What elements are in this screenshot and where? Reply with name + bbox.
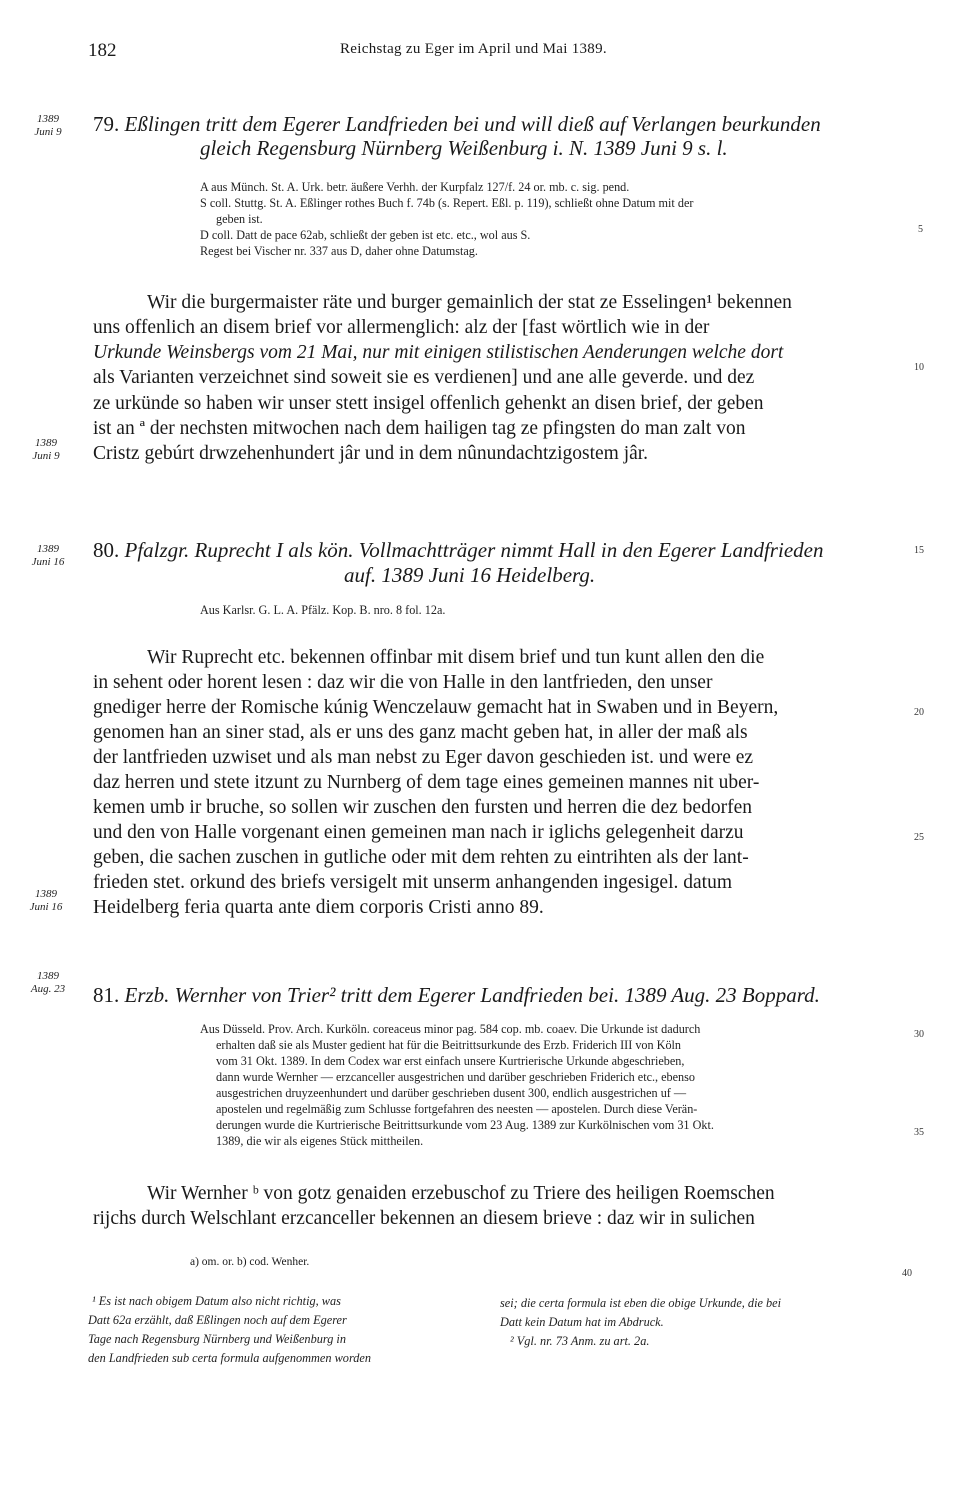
critical-notes: a) om. or. b) cod. Wenher.	[190, 1256, 310, 1268]
entry-79-title-line2: gleich Regensburg Nürnberg Weißenburg i. N. 1389 Juni 9 s. l.	[200, 136, 728, 160]
text-line: als Varianten verzeichnet sind soweit sie es verdienen] und ane alle geverde. und dez	[93, 367, 755, 388]
margin-date-80-end	[26, 888, 66, 914]
text-line: daz herren und stete itzunt zu Nurnberg of dem tage eines gemeinen mannes nit uber-	[93, 772, 760, 793]
entry-number: 79.	[93, 112, 120, 136]
margin-date-year: 1389	[35, 888, 57, 900]
entry-80-title-line2: auf. 1389 Juni 16 Heidelberg.	[344, 563, 596, 587]
entry-number: 80.	[93, 538, 120, 562]
source-line: erhalten daß sie als Muster gedient hat für die Beitrittsurkunde des Erzb. Friderich III von Köln	[216, 1038, 682, 1052]
text-line: und den von Halle vorgenant einen gemeinen man nach ir iglichs gelegenheit darzu	[93, 822, 744, 843]
margin-date-day: Juni 16	[31, 556, 65, 568]
entry-title-line1: Pfalzgr. Ruprecht I als kön. Vollmachtträger nimmt Hall in den Egerer Landfrieden	[124, 538, 824, 562]
entry-title-line1: Eßlingen tritt dem Egerer Landfrieden bei und will dieß auf Verlangen beurkunden	[124, 112, 821, 136]
entry-title: Erzb. Wernher von Trier² tritt dem Egerer Landfrieden bei. 1389 Aug. 23 Boppard.	[124, 983, 820, 1007]
text-line: kemen umb ir bruche, so sollen wir zuschen den fursten und herren die dez bedorfen	[93, 797, 752, 818]
source-line: Regest bei Vischer nr. 337 aus D, daher ohne Datumstag.	[200, 244, 478, 258]
text-line: der lantfrieden uzwiset und als man nebst zu Eger davon geschieden ist. und were ez	[93, 747, 754, 768]
source-line: ausgestrichen druyzeenhundert und darüber geschrieben dusent 300, endlich ausgestrichen uf —	[216, 1086, 687, 1100]
line-number: 10	[914, 362, 924, 373]
margin-date-day: Juni 9	[32, 450, 60, 462]
margin-date-year: 1389	[35, 437, 57, 449]
line-number: 5	[918, 224, 923, 235]
source-line: 1389, die wir als eigenes Stück mittheilen.	[216, 1134, 424, 1148]
entry-number: 81.	[93, 983, 120, 1007]
text-line: geben, die sachen zuschen in gutliche oder mit dem rehten zu eintrihten als der lant-	[93, 847, 749, 868]
margin-date-year: 1389	[37, 543, 59, 555]
source-line: Aus Düsseld. Prov. Arch. Kurköln. coreaceus minor pag. 584 cop. mb. coaev. Die Urkunde ist dadurch	[200, 1022, 701, 1036]
line-number: 30	[914, 1029, 924, 1040]
line-number: 15	[914, 545, 924, 556]
text-line: genomen han an siner stad, als er uns des ganz macht geben hat, in aller der maß als	[93, 722, 748, 743]
line-number: 25	[914, 832, 924, 843]
source-line: dann wurde Wernher — erzcanceller ausgestrichen und darüber geschrieben Friderich etc., ebenso	[216, 1070, 695, 1084]
text-line: gnediger herre der Romische kúnig Wenczelauw gemacht hat in Swaben und in Beyern,	[93, 697, 779, 718]
text-line: in sehent oder horent lesen : daz wir die von Halle in den lantfrieden, den unser	[93, 672, 713, 693]
footnote-line: ¹ Es ist nach obigem Datum also nicht richtig, was	[92, 1294, 341, 1308]
source-line: apostelen und regelmäßig zum Schlusse fortgefahren des neesten — apostelen. Durch diese Verän-	[216, 1102, 698, 1116]
source-line: A aus Münch. St. A. Urk. betr. äußere Verhh. der Kurpfalz 127/f. 24 or. mb. c. sig. pend.	[200, 180, 630, 194]
margin-date-79-end	[26, 437, 66, 463]
footnote-line: ² Vgl. nr. 73 Anm. zu art. 2a.	[510, 1334, 650, 1348]
source-line: S coll. Stuttg. St. A. Eßlinger rothes Buch f. 74b (s. Repert. Eßl. p. 119), schließt ohne Datum mit der	[200, 196, 694, 210]
text-line: ist an ª der nechsten mitwochen nach dem hailigen tag ze pfingsten do man zalt von	[93, 418, 746, 439]
text-line: Heidelberg feria quarta ante diem corporis Cristi anno 89.	[93, 897, 544, 918]
margin-date-day: Juni 9	[34, 126, 62, 138]
running-title: Reichstag zu Eger im April und Mai 1389.	[340, 41, 607, 57]
line-number: 40	[902, 1268, 912, 1279]
margin-date-79	[28, 113, 68, 139]
text-line: Wir Wernher ᵇ von gotz genaiden erzebuschof zu Triere des heiligen Roemschen	[147, 1183, 775, 1204]
margin-date-year: 1389	[37, 970, 59, 982]
margin-date-day: Aug. 23	[30, 983, 66, 995]
entry-79-title	[93, 112, 821, 137]
text-line: rijchs durch Welschlant erzcanceller bekennen an diesem brieve : daz wir in sulichen	[93, 1208, 755, 1229]
source-line: derungen wurde die Kurtrierische Beitrittsurkunde vom 23 Aug. 1389 zur Kurkölnischen vom 31 Okt.	[216, 1118, 714, 1132]
text-line: uns offenlich an disem brief vor allermenglich: alz der [fast wörtlich wie in der	[93, 317, 710, 338]
source-line: geben ist.	[216, 212, 263, 226]
line-number: 35	[914, 1127, 924, 1138]
margin-date-81	[28, 970, 68, 996]
footnote-line: Datt kein Datum hat im Abdruck.	[500, 1315, 664, 1329]
source-line: Aus Karlsr. G. L. A. Pfälz. Kop. B. nro. 8 fol. 12a.	[200, 603, 446, 617]
margin-date-80	[28, 543, 68, 569]
line-number: 20	[914, 707, 924, 718]
footnote-line: den Landfrieden sub certa formula aufgenommen worden	[88, 1351, 372, 1365]
entry-81-title	[93, 983, 820, 1008]
text-line: frieden stet. orkund des briefs versigelt mit unserm anhangenden ingesigel. datum	[93, 872, 732, 893]
source-line: D coll. Datt de pace 62ab, schließt der geben ist etc. etc., wol aus S.	[200, 228, 531, 242]
text-line: Cristz gebúrt drwzehenhundert jâr und in dem nûnundachtzigostem jâr.	[93, 443, 649, 464]
margin-date-day: Juni 16	[29, 901, 63, 913]
text-line: Urkunde Weinsbergs vom 21 Mai, nur mit einigen stilistischen Aenderungen welche dort	[93, 342, 784, 363]
text-line: Wir Ruprecht etc. bekennen offinbar mit disem brief und tun kunt allen den die	[147, 647, 765, 668]
margin-date-year: 1389	[37, 113, 59, 125]
footnote-line: Datt 62a erzählt, daß Eßlingen noch auf dem Egerer	[88, 1313, 347, 1327]
footnote-line: sei; die certa formula ist eben die obige Urkunde, die bei	[500, 1296, 782, 1310]
footnote-line: Tage nach Regensburg Nürnberg und Weißenburg in	[88, 1332, 346, 1346]
text-line: ze urkünde so haben wir unser stett insigel offenlich gehenkt an disen brief, der geben	[93, 393, 764, 414]
source-line: vom 31 Okt. 1389. In dem Codex war erst einfach unsere Kurtrierische Urkunde abgeschrieben,	[216, 1054, 685, 1068]
page-number: 182	[88, 40, 117, 61]
entry-80-title	[93, 538, 823, 563]
text-line: Wir die burgermaister räte und burger gemainlich der stat ze Esselingen¹ bekennen	[147, 292, 792, 313]
